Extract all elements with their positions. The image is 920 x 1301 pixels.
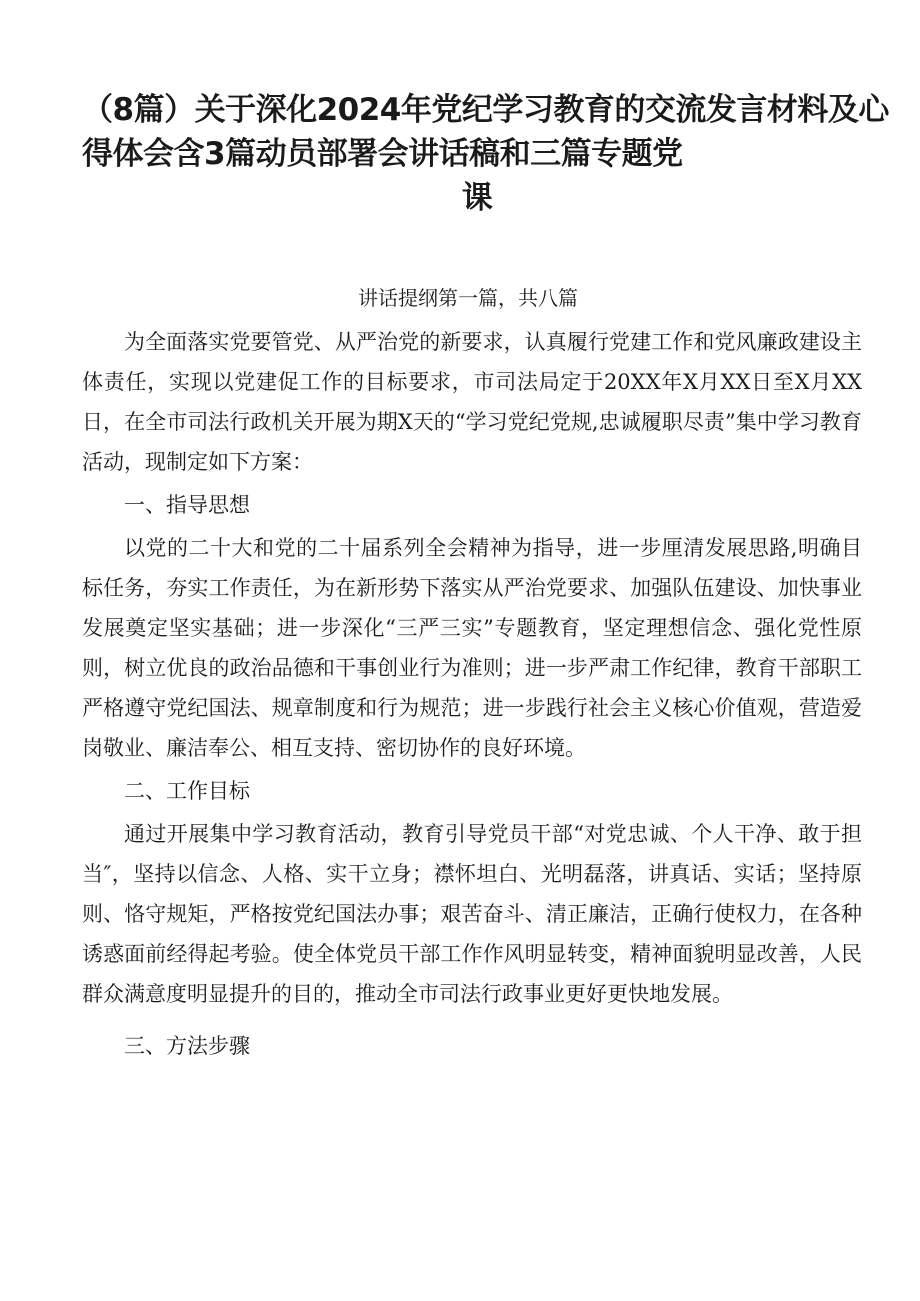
intro-paragraph: 为全面落实党要管党、从严治党的新要求，认真履行党建工作和党风廉政建设主体责任，实现以党建促工作的目标要求，市司法局定于20XX年X月XX日至X月XX日，在全市司法行政机关开展为期X天的“学习党纪党规,忠诚履职尽责”集中学习教育活动，现制定如下方案： [82, 330, 862, 474]
section-paragraph-work-goals: 通过开展集中学习教育活动，教育引导党员干部“对党忠诚、个人干净、敢于担当″，坚持以信念、人格、实干立身；襟怀坦白、光明磊落，讲真话、实话；坚持原则、恪守规矩，严格按党纪国法办事；艰苦奋斗、清正廉洁，正确行使权力，在各种诱惑面前经得起考验。使全体党员干部工作作风明显转变，精神面貌明显改善，人民群众满意度明显提升的目的，推动全市司法行政事业更好更快地发展。 [82, 822, 862, 1006]
title-line-2: 得体会含3篇动员部署会讲话稿和三篇专题党 [82, 136, 683, 172]
document-title [82, 88, 889, 220]
section-heading-guiding-thought: 一、指导思想 [124, 493, 250, 517]
document-body [82, 322, 862, 1069]
section-paragraph-guiding-thought: 以党的二十大和党的二十届系列全会精神为指导，进一步厘清发展思路,明确目标任务，夯实工作责任，为在新形势下落实从严治党要求、加强队伍建设、加快事业发展奠定坚实基础；进一步深化“三严三实”专题教育，坚定理想信念、强化党性原则，树立优良的政治品德和干事创业行为准则；进一步严肃工作纪律，教育干部职工严格遵守党纪国法、规章制度和行为规范；进一步践行社会主义核心价值观，营造爱岗敬业、廉洁奉公、相互支持、密切协作的良好环境。 [82, 536, 862, 760]
document-subtitle: 讲话提纲第一篇，共八篇 [358, 286, 578, 310]
title-line-3: 课 [461, 180, 493, 216]
title-line-1: （8篇）关于深化2024年党纪学习教育的交流发言材料及心 [82, 92, 889, 128]
section-heading-method-steps: 三、方法步骤 [124, 1034, 250, 1058]
section-heading-work-goals: 二、工作目标 [124, 779, 250, 803]
